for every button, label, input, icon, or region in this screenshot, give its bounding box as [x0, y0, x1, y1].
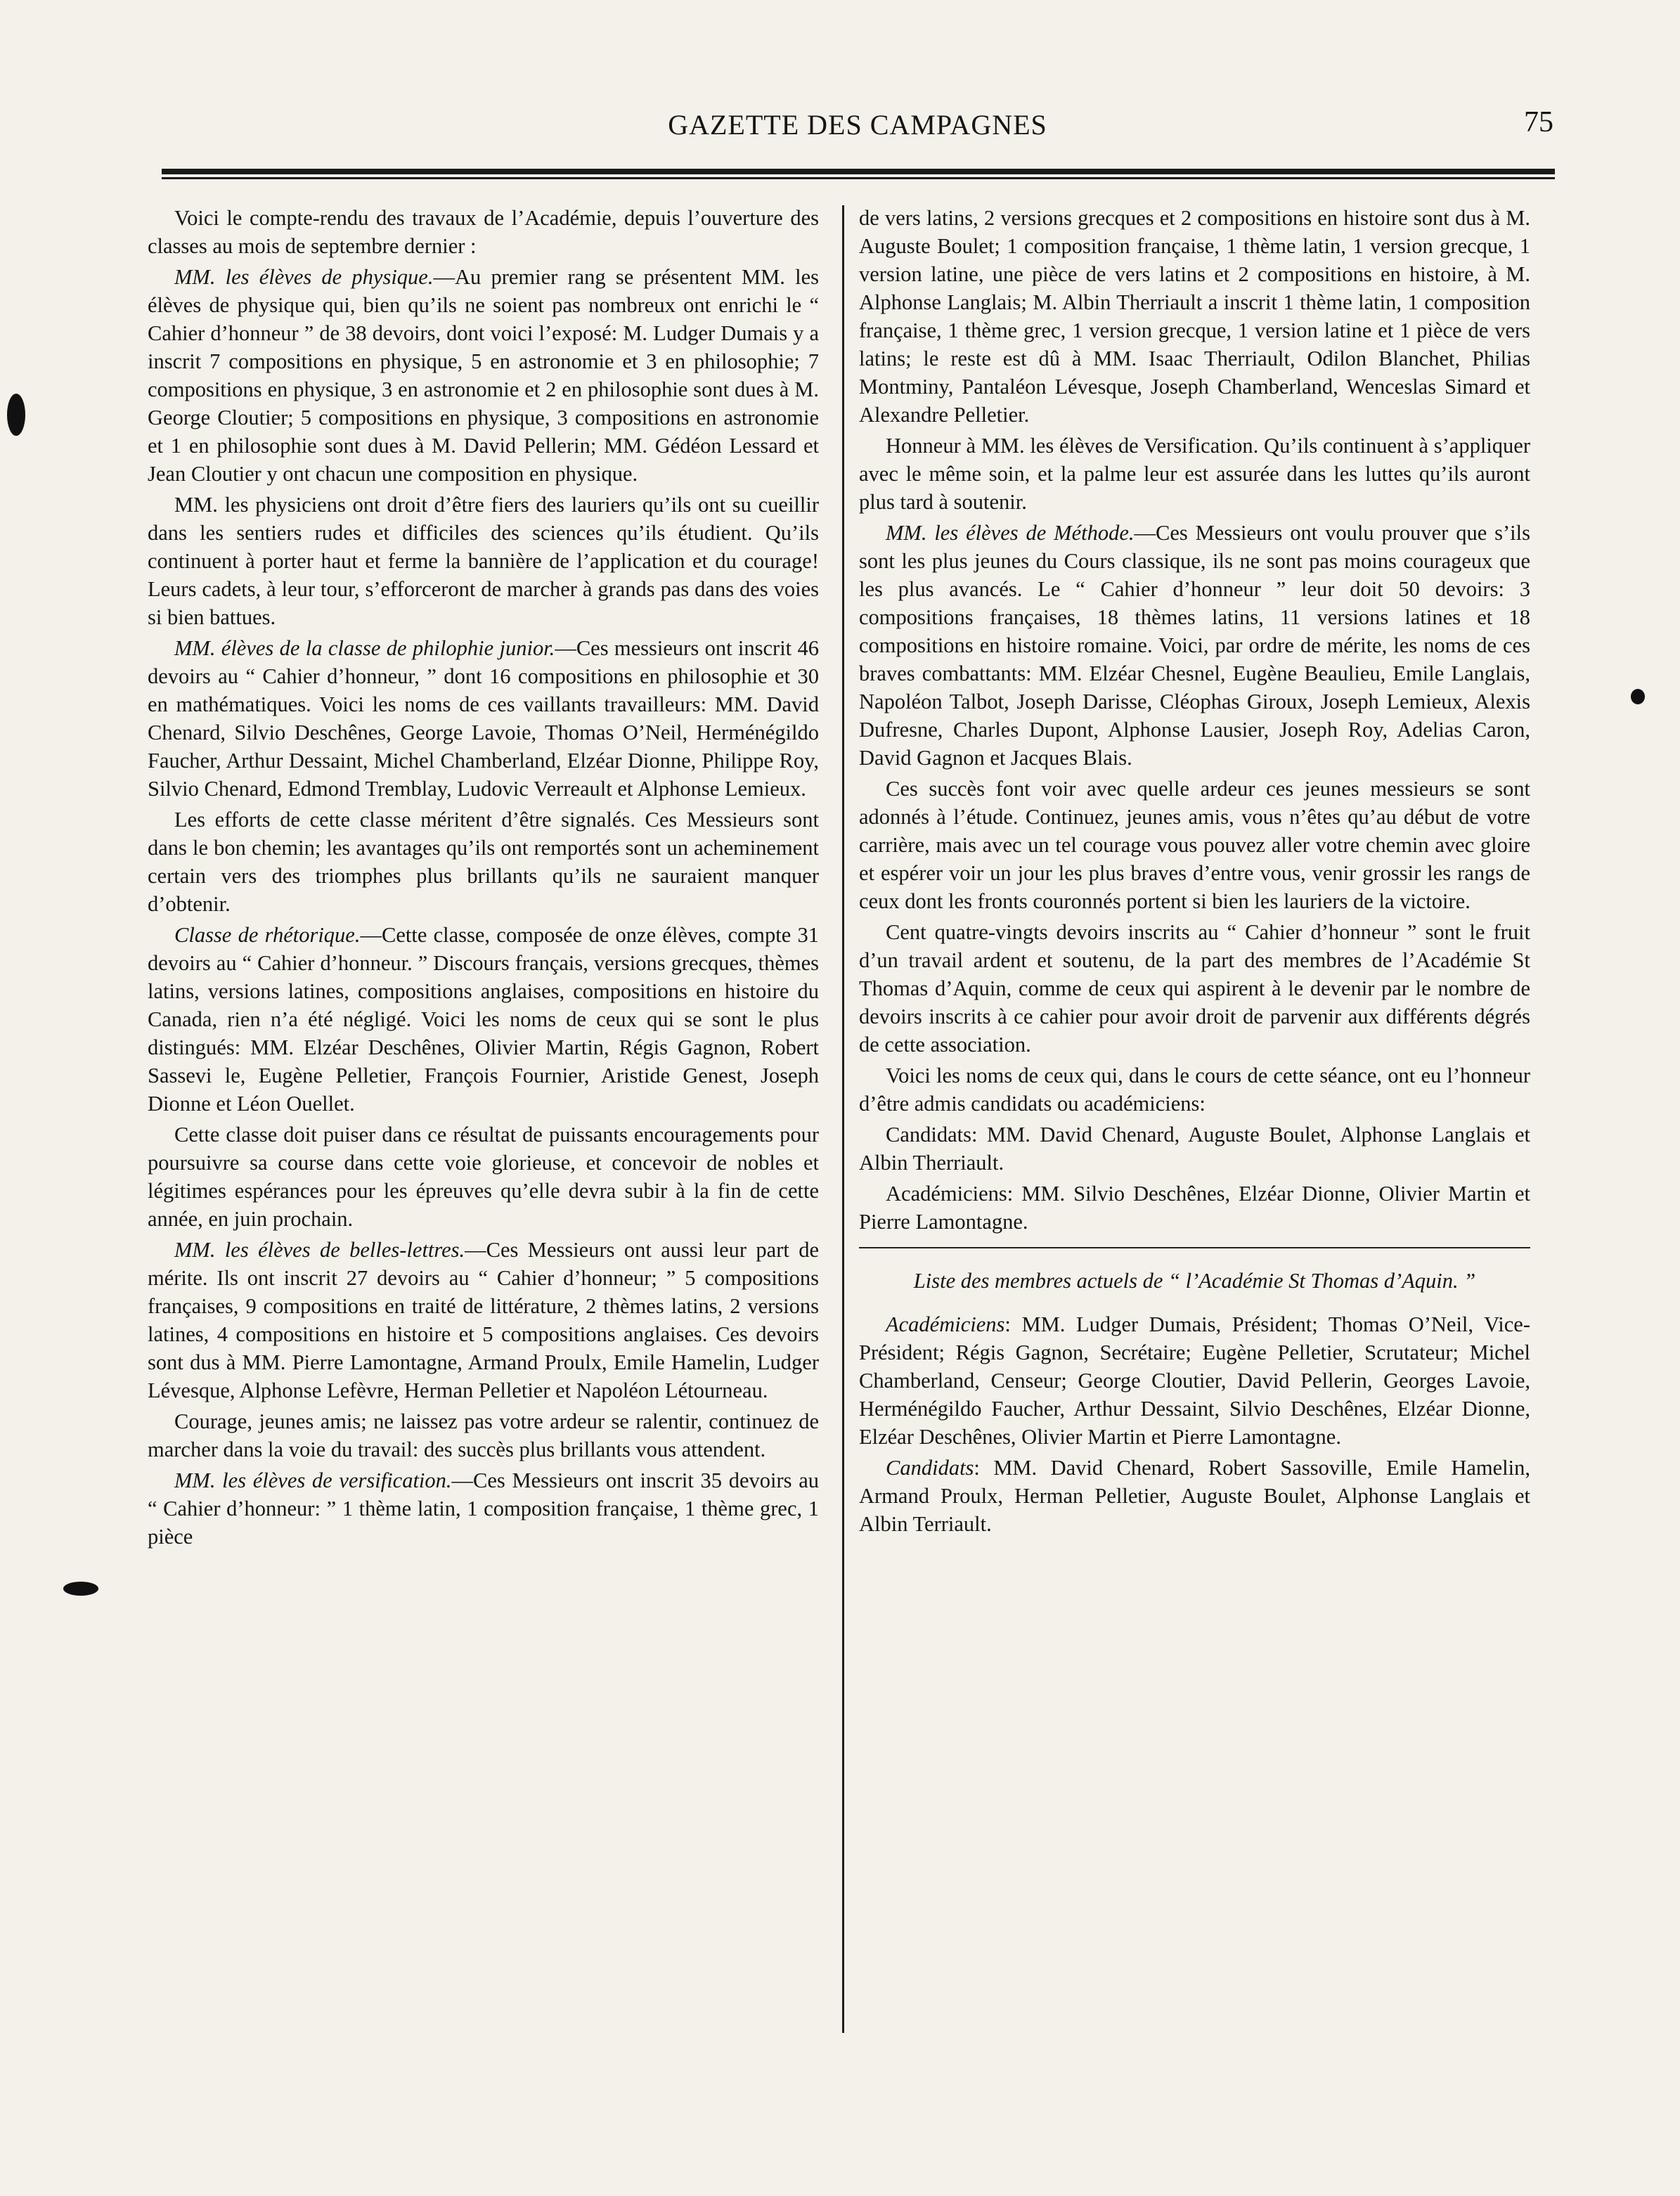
paragraph: MM. les élèves de belles-lettres.—Ces Messieurs ont aussi leur part de mérite. Ils ont inscrit 27 devoirs au “ Cahier d’honneur; ” 5 compositions françaises, 9 compositions en traité de littérature, 2 thèmes latins, 2 versions latines, 4 compositions en histoire et 5 compositions anglaises. Ces devoirs sont dus à MM. Pierre Lamontagne, Armand Proulx, Emile Hamelin, Ludger Lévesque, Alphonse Lefèvre, Herman Pelletier et Napoléon Létourneau. — [148, 1238, 819, 1402]
paragraph: Honneur à MM. les élèves de Versification. Qu’ils continuent à s’appliquer avec le même soin, et la palme leur est assurée dans les luttes qu’ils auront plus tard à soutenir. — [859, 434, 1530, 514]
paragraph: Courage, jeunes amis; ne laissez pas votre ardeur se ralentir, continuez de marcher dans la voie du travail: des succès plus brillants vous attendent. — [148, 1409, 819, 1461]
section-rule — [859, 1247, 1530, 1248]
paragraph: Cette classe doit puiser dans ce résultat de puissants encouragements pour poursuivre sa course dans cette voie glorieuse, et concevoir de nobles et légitimes espérances pour les épreuves qu’elle devra subir à la fin de cette année, en juin prochain. — [148, 1123, 819, 1231]
section-heading: MM. les élèves de Méthode. — [886, 521, 1135, 545]
section-heading: Classe de rhétorique. — [174, 923, 361, 947]
paragraph: Classe de rhétorique.—Cette classe, composée de onze élèves, compte 31 devoirs au “ Cahier d’honneur. ” Discours français, versions grecques, thèmes latins, versions latines, compositions anglaises, compositions en histoire du Canada, rien n’a été négligé. Voici les noms de ceux qui se sont le plus distingués: MM. Elzéar Deschênes, Olivier Martin, Régis Gagnon, Robert Sassevi le, Eugène Pelletier, François Fournier, Aristide Genest, Joseph Dionne et Léon Ouellet. — [148, 923, 819, 1116]
paragraph: Ces succès font voir avec quelle ardeur ces jeunes messieurs se sont adonnés à l’étude. Continuez, jeunes amis, vous n’êtes qu’au début de votre carrière, mais avec un tel courage vous pouvez aller votre chemin avec gloire et espérer voir un jour les plus braves d’entre vous, venir grossir les rangs de ceux dont les fronts couronnés portent si bien les lauriers de la victoire. — [859, 777, 1530, 913]
paragraph: Candidats: MM. David Chenard, Robert Sassoville, Emile Hamelin, Armand Proulx, Herman Pelletier, Auguste Boulet, Alphonse Langlais et Albin Terriault. — [859, 1456, 1530, 1536]
newspaper-title: GAZETTE DES CAMPAGNES — [668, 109, 1047, 141]
paragraph: MM. les physiciens ont droit d’être fiers des lauriers qu’ils ont su cueillir dans les sentiers rudes et difficiles des sciences qu’ils étudient. Qu’ils continuent à porter haut et ferme la bannière de l’application et du courage! Leurs cadets, à leur tour, s’efforceront de marcher à grands pas dans des voies si bien battues. — [148, 493, 819, 629]
paragraph: Cent quatre-vingts devoirs inscrits au “ Cahier d’honneur ” sont le fruit d’un travail ardent et soutenu, de la part des membres de l’Académie St Thomas d’Aquin, comme de ceux qui aspirent à le devenir par le nombre de devoirs inscrits à ce cahier pour avoir droit de parvenir aux différents dégrés de cette association. — [859, 920, 1530, 1057]
paragraph: MM. les élèves de Méthode.—Ces Messieurs ont voulu prouver que s’ils sont les plus jeunes du Cours classique, ils ne sont pas moins courageux que les plus avancés. Le “ Cahier d’honneur ” leur doit 50 devoirs: 3 compositions françaises, 18 thèmes latins, 11 versions latines et 18 compositions en histoire romaine. Voici, par ordre de mérite, les noms de ces braves combattants: MM. Elzéar Chesnel, Eugène Beaulieu, Emile Langlais, Napoléon Talbot, Joseph Darisse, Cléophas Giroux, Joseph Lemieux, Alexis Dufresne, Charles Dupont, Alphonse Lausier, Joseph Roy, Adelias Caron, David Gagnon et Jacques Blais. — [859, 521, 1530, 770]
paragraph: Académiciens: MM. Ludger Dumais, Président; Thomas O’Neil, Vice-Président; Régis Gagnon, Secrétaire; Eugène Pelletier, Scrutateur; Michel Chamberland, Censeur; George Cloutier, David Pellerin, Georges Lavoie, Herménégildo Faucher, Arthur Dessaint, Silvio Deschênes, Elzéar Dionne, Elzéar Deschênes, Olivier Martin et Pierre Lamontagne. — [859, 1312, 1530, 1449]
paragraph: de vers latins, 2 versions grecques et 2 compositions en histoire sont dus à M. Auguste Boulet; 1 composition française, 1 thème latin, 1 version grecque, 1 version latine, une pièce de vers latins et 2 compositions en histoire, à M. Alphonse Langlais; M. Albin Therriault a inscrit 1 thème latin, 1 composition française, 1 thème grec, 1 version grecque, 1 version latine et 1 pièce de vers latins; le reste est dû à MM. Isaac Therriault, Odilon Blanchet, Philias Montminy, Pantaléon Lévesque, Joseph Chamberland, Wenceslas Simard et Alexandre Pelletier. — [859, 206, 1530, 427]
page-number: 75 — [1524, 106, 1553, 138]
section-heading: Candidats — [886, 1456, 974, 1480]
paragraph: Les efforts de cette classe méritent d’être signalés. Ces Messieurs sont dans le bon chemin; les avantages qu’ils ont remportés sont un acheminement certain vers des triomphes plus brillants qu’ils ne sauraient manquer d’obtenir. — [148, 808, 819, 916]
section-heading: MM. les élèves de belles-lettres. — [174, 1238, 465, 1262]
section-heading: MM. les élèves de physique. — [174, 265, 434, 289]
right-column — [859, 204, 1530, 1541]
page-header — [162, 105, 1553, 148]
paragraph: Voici le compte-rendu des travaux de l’Académie, depuis l’ouverture des classes au mois de septembre dernier : — [148, 206, 819, 258]
section-heading: MM. les élèves de versification. — [174, 1468, 452, 1492]
ink-smudge — [7, 394, 25, 436]
section-heading: MM. élèves de la classe de philophie junior. — [174, 636, 555, 660]
paragraph: Candidats: MM. David Chenard, Auguste Boulet, Alphonse Langlais et Albin Therriault. — [859, 1123, 1530, 1175]
header-rule-thin — [162, 177, 1555, 179]
header-rule-thick — [162, 169, 1555, 174]
column-divider — [842, 205, 844, 2033]
paragraph: MM. les élèves de versification.—Ces Messieurs ont inscrit 35 devoirs au “ Cahier d’honneur: ” 1 thème latin, 1 composition française, 1 thème grec, 1 pièce — [148, 1468, 819, 1549]
ink-smudge — [1631, 689, 1645, 704]
list-caption: Liste des membres actuels de “ l’Académie St Thomas d’Aquin. ” — [913, 1269, 1476, 1293]
section-heading: Académiciens — [886, 1312, 1005, 1336]
paragraph: Académiciens: MM. Silvio Deschênes, Elzéar Dionne, Olivier Martin et Pierre Lamontagne. — [859, 1182, 1530, 1234]
ink-smudge — [63, 1582, 98, 1596]
left-column — [148, 204, 819, 1554]
paragraph: MM. les élèves de physique.—Au premier rang se présentent MM. les élèves de physique qui, bien qu’ils ne soient pas nombreux ont enrichi le “ Cahier d’honneur ” de 38 devoirs, dont voici l’exposé: M. Ludger Dumais y a inscrit 7 compositions en physique, 5 en astronomie et 3 en philosophie; 7 compositions en physique, 3 en astronomie et 2 en philosophie sont dues à M. George Cloutier; 5 compositions en physique, 3 compositions en astronomie et 1 en philosophie sont dues à M. David Pellerin; MM. Gédéon Lessard et Jean Cloutier y ont chacun une composition en physique. — [148, 265, 819, 486]
paragraph: MM. élèves de la classe de philophie junior.—Ces messieurs ont inscrit 46 devoirs au “ Cahier d’honneur, ” dont 16 compositions en philosophie et 30 en mathématiques. Voici les noms de ces vaillants travailleurs: MM. David Chenard, Silvio Deschênes, George Lavoie, Thomas O’Neil, Herménégildo Faucher, Arthur Dessaint, Michel Chamberland, Elzéar Dionne, Philippe Roy, Silvio Chenard, Edmond Tremblay, Ludovic Verreault et Alphonse Lemieux. — [148, 636, 819, 801]
paragraph: Voici les noms de ceux qui, dans le cours de cette séance, ont eu l’honneur d’être admis candidats ou académiciens: — [859, 1064, 1530, 1116]
